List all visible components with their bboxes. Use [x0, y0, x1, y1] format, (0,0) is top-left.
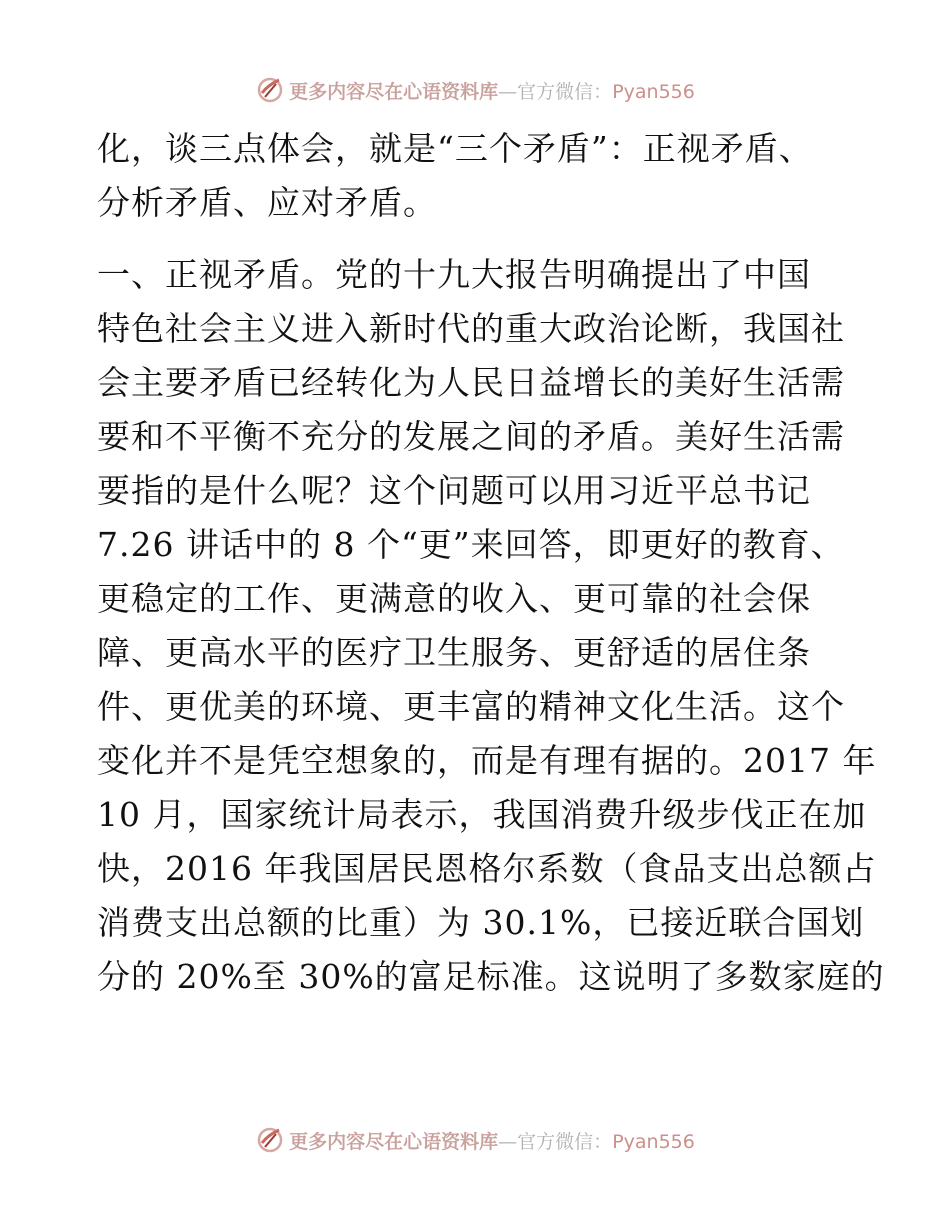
body-line: 会主要矛盾已经转化为人民日益增长的美好生活需 — [97, 363, 845, 402]
body-line: 要指的是什么呢？这个问题可以用习近平总书记 — [97, 471, 811, 510]
header-watermark — [0, 70, 950, 110]
document-body — [97, 122, 885, 1004]
footer-watermark — [0, 1120, 950, 1160]
section-heading-line: 一、正视矛盾。党的十九大报告明确提出了中国 — [97, 255, 811, 294]
body-line: 消费支出总额的比重）为 30.1%，已接近联合国划 — [97, 903, 865, 942]
watermark-text — [289, 77, 695, 104]
quill-swirl-logo-icon — [255, 1125, 285, 1155]
body-line: 变化并不是凭空想象的，而是有理有据的。2017 年 — [97, 741, 877, 780]
body-line: 分的 20%至 30%的富足标准。这说明了多数家庭的 — [97, 957, 885, 996]
body-line: 件、更优美的环境、更丰富的精神文化生活。这个 — [97, 687, 845, 726]
watermark-separator: — — [498, 80, 518, 103]
body-line: 要和不平衡不充分的发展之间的矛盾。美好生活需 — [97, 417, 845, 456]
body-line: 10 月，国家统计局表示，我国消费升级步伐正在加 — [97, 795, 867, 834]
body-line: 快，2016 年我国居民恩格尔系数（食品支出总额占 — [97, 849, 877, 888]
watermark-wechat-id: Pyan556 — [612, 1130, 695, 1153]
body-line: 障、更高水平的医疗卫生服务、更舒适的居住条 — [97, 633, 811, 672]
body-line: 分析矛盾、应对矛盾。 — [97, 183, 437, 222]
watermark-site-text: 更多内容尽在心语资料库 — [289, 1130, 499, 1153]
watermark-text — [289, 1127, 695, 1154]
watermark-separator: — — [498, 1130, 518, 1153]
quill-swirl-logo-icon — [255, 75, 285, 105]
body-line: 化，谈三点体会，就是“三个矛盾”：正视矛盾、 — [97, 129, 813, 168]
body-line: 更稳定的工作、更满意的收入、更可靠的社会保 — [97, 579, 811, 618]
body-line: 7.26 讲话中的 8 个“更”来回答，即更好的教育、 — [97, 525, 845, 564]
watermark-wechat-label: 官方微信： — [517, 80, 613, 103]
body-line: 特色社会主义进入新时代的重大政治论断，我国社 — [97, 309, 845, 348]
watermark-wechat-id: Pyan556 — [612, 80, 695, 103]
watermark-site-text: 更多内容尽在心语资料库 — [289, 80, 499, 103]
watermark-wechat-label: 官方微信： — [517, 1130, 613, 1153]
